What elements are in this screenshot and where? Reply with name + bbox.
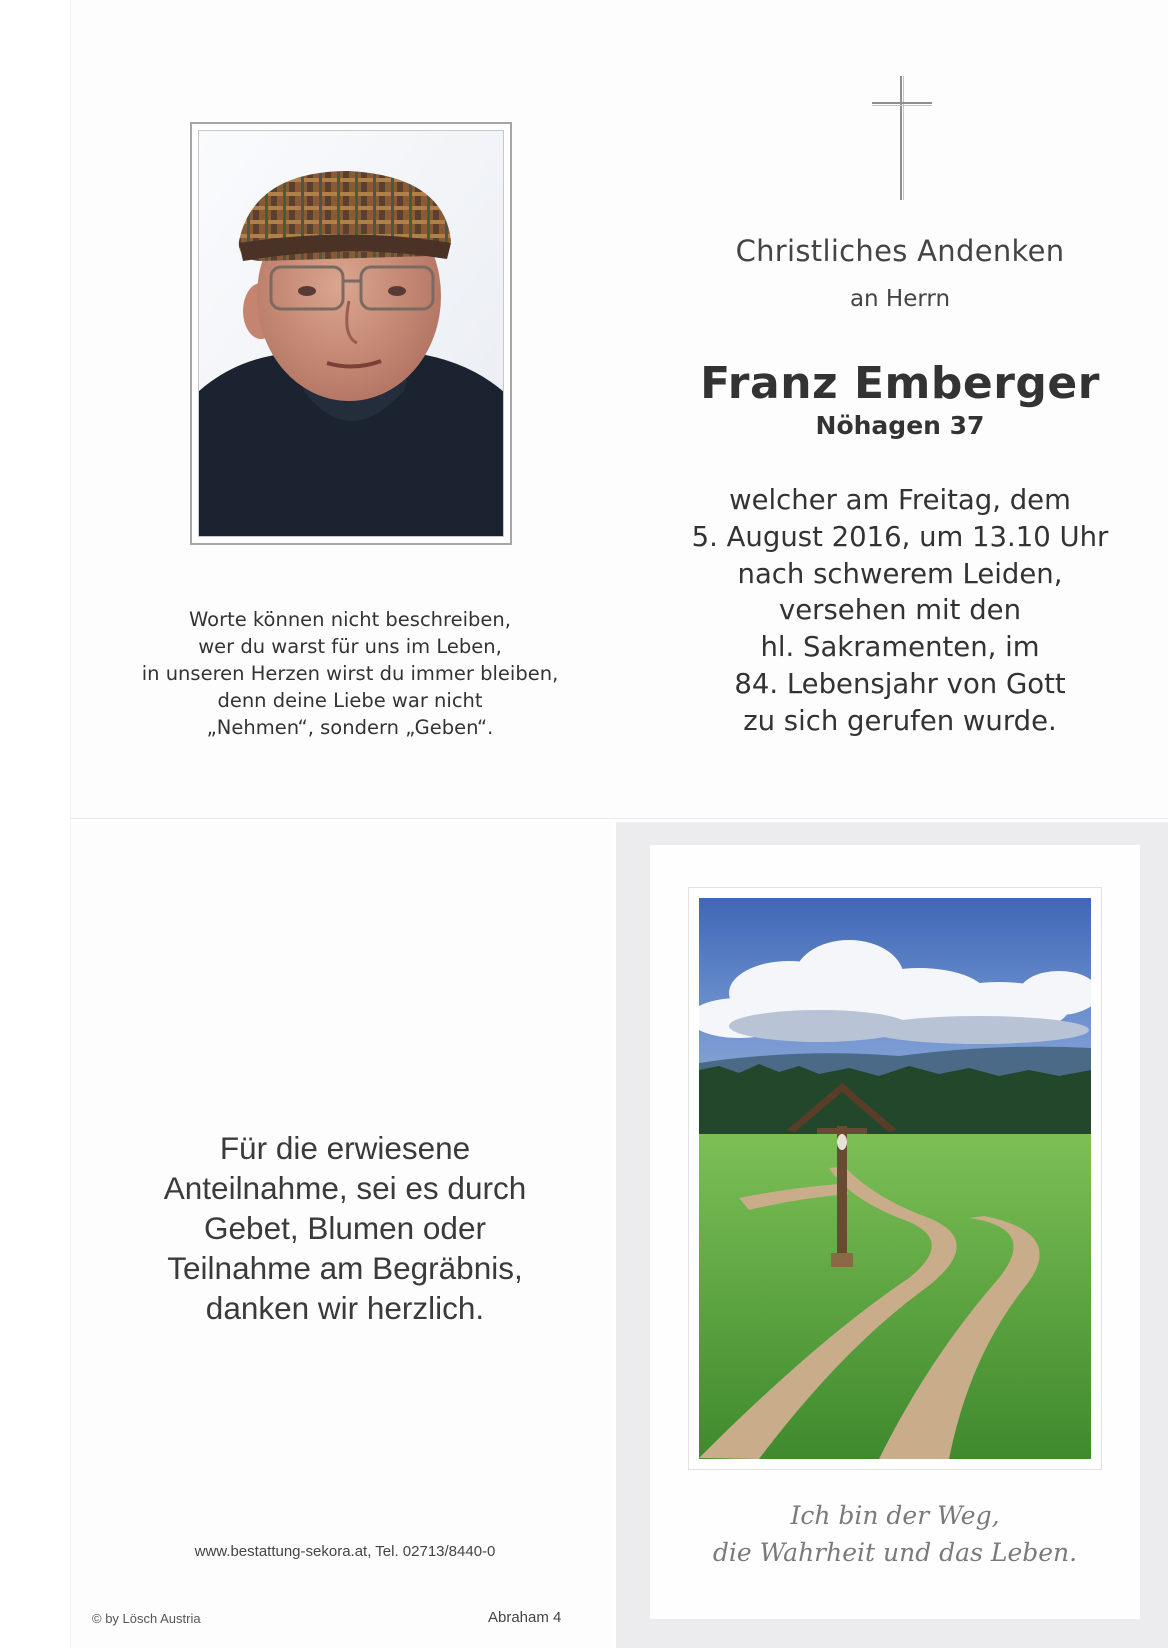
- design-code: Abraham 4: [488, 1609, 562, 1626]
- landscape-photo: [699, 898, 1091, 1459]
- landscape-frame: [688, 887, 1102, 1470]
- portrait-photo: [198, 130, 504, 537]
- portrait-frame: [190, 122, 512, 545]
- verse-line: die Wahrheit und das Leben.: [712, 1538, 1078, 1567]
- poem-line: Worte können nicht beschreiben,: [189, 608, 511, 631]
- bible-verse: [650, 1497, 1140, 1571]
- poem-line: „Nehmen“, sondern „Geben“.: [206, 716, 494, 739]
- poem-line: in unseren Herzen wirst du immer bleiben,: [141, 662, 559, 685]
- thanks-line: Teilnahme am Begräbnis,: [167, 1250, 523, 1286]
- salutation: an Herrn: [849, 286, 951, 312]
- thank-you-text: [120, 1128, 570, 1328]
- obituary-line: 5. August 2016, um 13.10 Uhr: [691, 520, 1109, 553]
- funeral-home-contact: www.bestattung-sekora.at, Tel. 02713/8440-0: [194, 1543, 496, 1560]
- poem-line: wer du warst für uns im Leben,: [198, 635, 502, 658]
- obituary-line: welcher am Freitag, dem: [729, 484, 1071, 516]
- thanks-line: danken wir herzlich.: [205, 1290, 485, 1326]
- thanks-line: Gebet, Blumen oder: [204, 1210, 486, 1246]
- card-heading: Christliches Andenken: [735, 234, 1065, 268]
- cross-icon: [872, 76, 932, 200]
- obituary-line: hl. Sakramenten, im: [760, 631, 1040, 664]
- obituary-text: [650, 482, 1150, 740]
- thanks-line: Für die erwiesene: [219, 1130, 471, 1166]
- deceased-address: Nöhagen 37: [815, 411, 985, 440]
- copyright-notice: © by Lösch Austria: [92, 1611, 201, 1626]
- thanks-line: Anteilnahme, sei es durch: [163, 1170, 527, 1206]
- memorial-poem: [130, 606, 570, 741]
- verse-line: Ich bin der Weg,: [790, 1501, 1000, 1530]
- poem-line: denn deine Liebe war nicht: [217, 689, 483, 712]
- obituary-line: versehen mit den: [778, 594, 1022, 627]
- deceased-name: Franz Emberger: [700, 358, 1100, 409]
- obituary-line: zu sich gerufen wurde.: [743, 704, 1057, 737]
- obituary-line: 84. Lebensjahr von Gott: [734, 667, 1066, 700]
- obituary-line: nach schwerem Leiden,: [737, 557, 1063, 590]
